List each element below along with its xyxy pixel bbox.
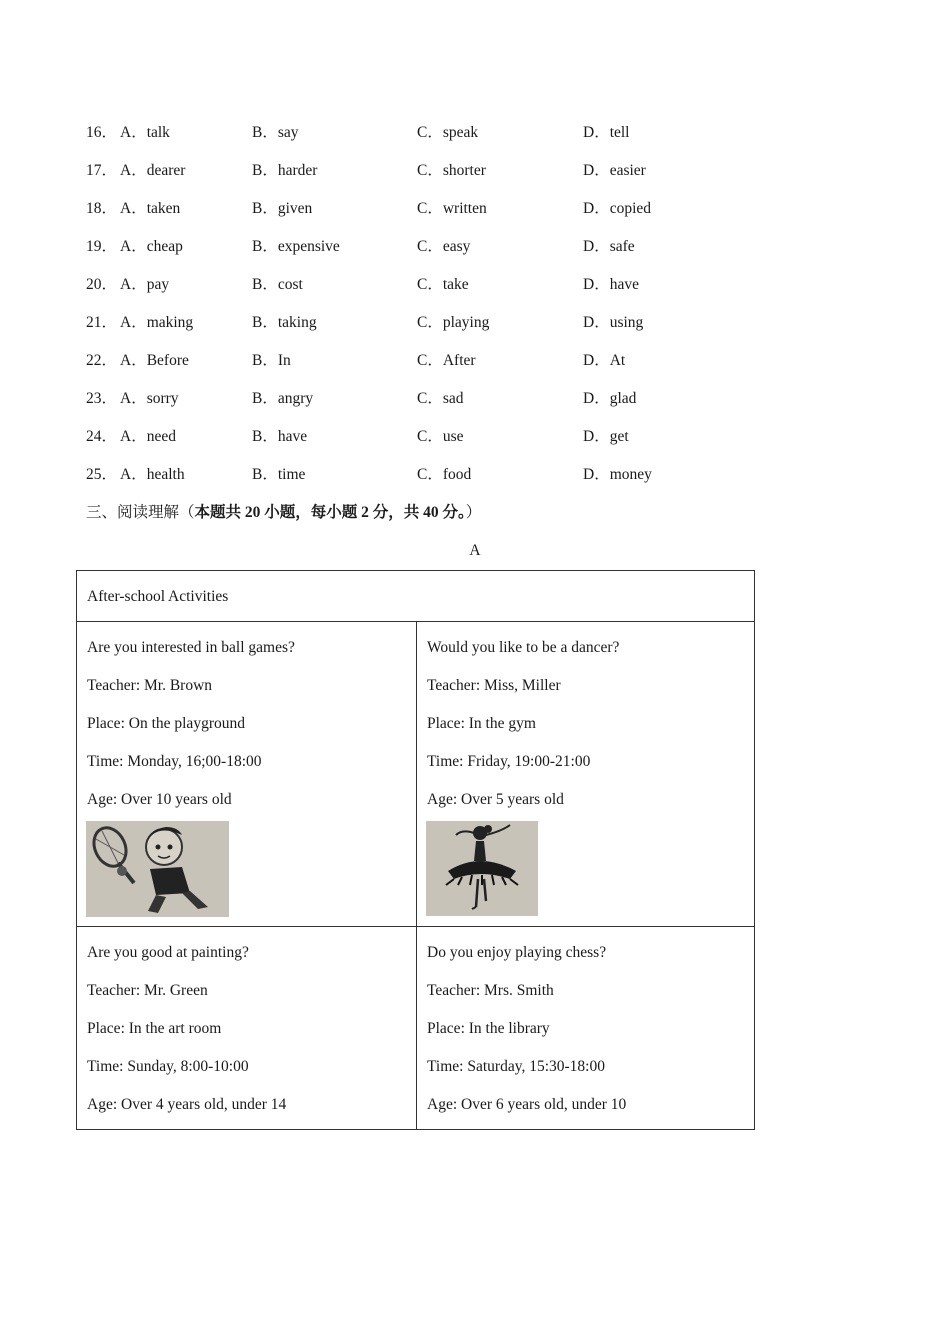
- option-a: A．talk: [120, 124, 170, 141]
- option-a: A．dearer: [120, 162, 186, 179]
- option-a: A．health: [120, 466, 185, 483]
- option-c: C．speak: [417, 124, 479, 141]
- question-number: 19．: [86, 238, 118, 255]
- activity-question: Do you enjoy playing chess?: [427, 944, 607, 961]
- tennis-player-icon: [86, 821, 229, 917]
- activity-place: Place: In the gym: [427, 715, 536, 732]
- ballerina-icon: [426, 821, 538, 916]
- activity-age: Age: Over 6 years old, under 10: [427, 1096, 627, 1113]
- question-number: 22．: [86, 352, 118, 369]
- option-c: C．sad: [417, 390, 464, 407]
- option-c: C．shorter: [417, 162, 486, 179]
- option-d: D．get: [583, 428, 629, 445]
- question-number: 16．: [86, 124, 118, 141]
- activities-table: [76, 570, 755, 1130]
- question-number: 18．: [86, 200, 118, 217]
- option-a: A．need: [120, 428, 176, 445]
- option-d: D．money: [583, 466, 652, 483]
- passage-label: A: [469, 542, 481, 559]
- activity-time: Time: Friday, 19:00-21:00: [427, 753, 591, 770]
- activity-question: Would you like to be a dancer?: [427, 639, 620, 656]
- option-b: B．given: [252, 200, 313, 217]
- option-d: D．tell: [583, 124, 630, 141]
- table-divider: [416, 622, 417, 1129]
- option-c: C．food: [417, 466, 472, 483]
- tennis-player-illustration: [86, 821, 229, 917]
- activity-teacher: Teacher: Mr. Green: [87, 982, 208, 999]
- option-c: C．easy: [417, 238, 471, 255]
- option-a: A．taken: [120, 200, 181, 217]
- option-c: C．After: [417, 352, 476, 369]
- option-d: D．easier: [583, 162, 646, 179]
- option-a: A．Before: [120, 352, 189, 369]
- option-b: B．In: [252, 352, 291, 369]
- question-number: 21．: [86, 314, 118, 331]
- activity-age: Age: Over 10 years old: [87, 791, 232, 808]
- activity-time: Time: Saturday, 15:30-18:00: [427, 1058, 605, 1075]
- activity-time: Time: Monday, 16;00-18:00: [87, 753, 262, 770]
- activity-age: Age: Over 4 years old, under 14: [87, 1096, 287, 1113]
- question-number: 25．: [86, 466, 118, 483]
- activity-teacher: Teacher: Miss, Miller: [427, 677, 561, 694]
- section-heading-bold: 本题共 20 小题，每小题 2 分，共 40 分。: [194, 504, 466, 521]
- question-number: 24．: [86, 428, 118, 445]
- activity-cell-chess: [427, 941, 747, 1121]
- option-d: D．glad: [583, 390, 637, 407]
- activity-teacher: Teacher: Mr. Brown: [87, 677, 213, 694]
- option-a: A．making: [120, 314, 194, 331]
- dancer-illustration: [426, 821, 538, 916]
- option-a: A．sorry: [120, 390, 179, 407]
- activity-place: Place: In the art room: [87, 1020, 222, 1037]
- section-heading-prefix: 三、阅读理解（: [86, 504, 195, 521]
- section-heading-suffix: ）: [465, 504, 482, 521]
- table-header: After-school Activities: [87, 588, 229, 605]
- option-d: D．At: [583, 352, 626, 369]
- option-c: C．playing: [417, 314, 490, 331]
- activity-question: Are you good at painting?: [87, 944, 249, 961]
- option-b: B．cost: [252, 276, 303, 293]
- activity-teacher: Teacher: Mrs. Smith: [427, 982, 554, 999]
- option-d: D．using: [583, 314, 644, 331]
- option-b: B．say: [252, 124, 299, 141]
- option-b: B．have: [252, 428, 308, 445]
- option-b: B．expensive: [252, 238, 340, 255]
- question-number: 20．: [86, 276, 118, 293]
- activity-place: Place: On the playground: [87, 715, 245, 732]
- option-a: A．pay: [120, 276, 170, 293]
- activity-cell-ball-games: [87, 636, 407, 921]
- question-number: 23．: [86, 390, 118, 407]
- activity-cell-dance: [427, 636, 747, 921]
- option-a: A．cheap: [120, 238, 183, 255]
- question-number: 17．: [86, 162, 118, 179]
- activity-place: Place: In the library: [427, 1020, 550, 1037]
- activity-cell-painting: [87, 941, 407, 1121]
- option-b: B．angry: [252, 390, 314, 407]
- activity-age: Age: Over 5 years old: [427, 791, 564, 808]
- option-c: C．take: [417, 276, 469, 293]
- option-d: D．copied: [583, 200, 652, 217]
- option-d: D．safe: [583, 238, 635, 255]
- option-b: B．time: [252, 466, 306, 483]
- section-heading: [86, 501, 481, 525]
- option-d: D．have: [583, 276, 639, 293]
- option-c: C．use: [417, 428, 464, 445]
- option-b: B．taking: [252, 314, 317, 331]
- option-c: C．written: [417, 200, 487, 217]
- activity-time: Time: Sunday, 8:00-10:00: [87, 1058, 249, 1075]
- activity-question: Are you interested in ball games?: [87, 639, 295, 656]
- option-b: B．harder: [252, 162, 318, 179]
